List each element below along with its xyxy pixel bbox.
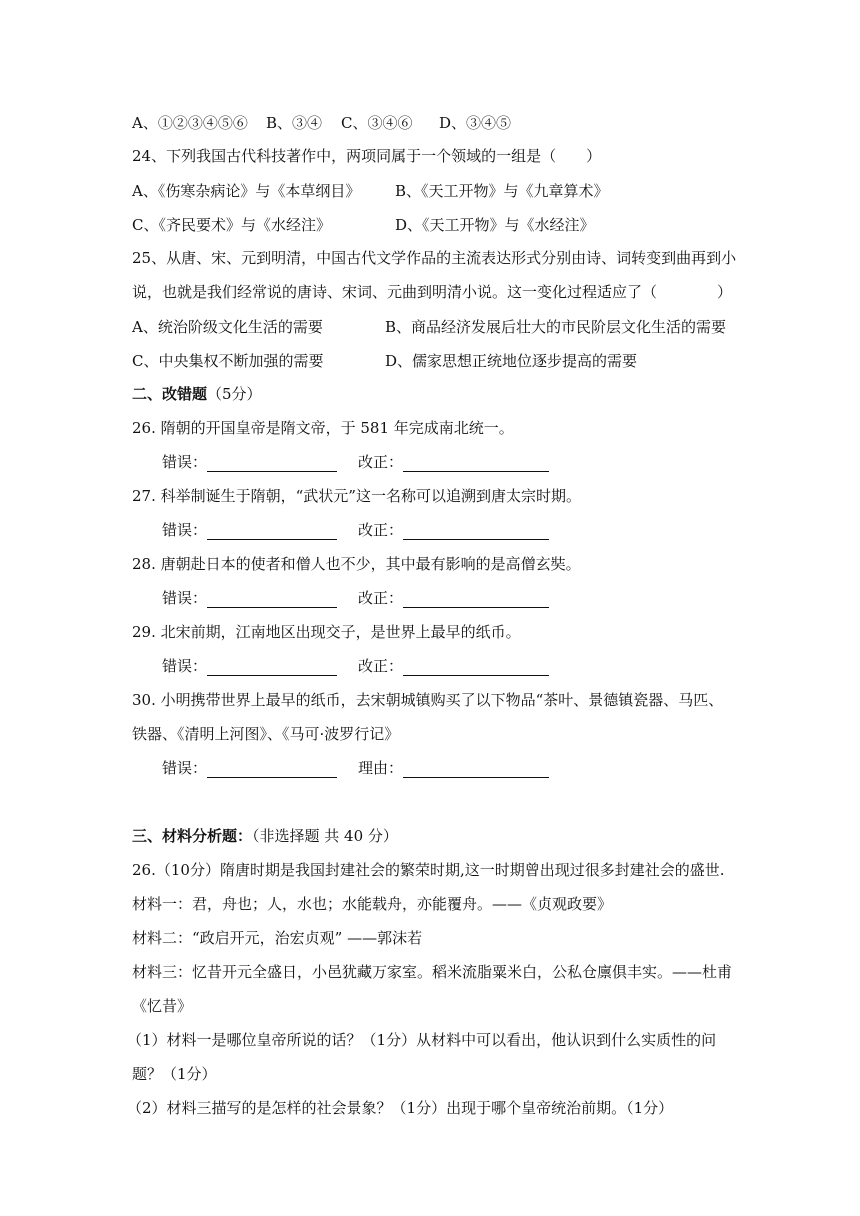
error-blank[interactable] [207,761,337,778]
q25-option-c: C、中央集权不断加强的需要 [132,352,324,370]
correction-28-fix-row [358,588,549,608]
section3-title: 三、材料分析题： [132,827,253,845]
q25-stem-line2: 说，也就是我们经常说的唐诗、宋词、元曲到明清小说。这一变化过程适应了（ ） [132,283,733,301]
correction-27-fix-row [358,520,549,540]
q23-option-a: A、①②③④⑤⑥ [132,114,248,132]
correction-30-line1: 30. 小明携带世界上最早的纸币，去宋朝城镇购买了以下物品“茶叶、景德镇瓷器、马匹、 [132,691,724,709]
correction-30-error-row [162,758,337,778]
material-3-line1: 材料三：忆昔开元全盛日，小邑犹藏万家室。稻米流脂粟米白，公私仓廪俱丰实。——杜甫 [132,963,733,981]
correction-27-text: 27. 科举制诞生于隋朝，“武状元”这一名称可以追溯到唐太宗时期。 [132,487,581,505]
section2-heading [132,384,262,404]
q24-option-b: B、《天工开物》与《九章算术》 [395,182,609,200]
q25-option-a: A、统治阶级文化生活的需要 [132,318,323,336]
analysis-intro: 26.（10分）隋唐时期是我国封建社会的繁荣时期,这一时期曾出现过很多封建社会的盛世. [132,861,725,879]
question-1-line1: （1）材料一是哪位皇帝所说的话？（1分）从材料中可以看出，他认识到什么实质性的问 [127,1031,717,1049]
error-blank[interactable] [207,523,337,540]
fix-label: 改正： [358,521,404,539]
error-label: 错误： [162,453,208,471]
q23-option-c: C、③④⑥ [341,114,413,132]
material-2: 材料二：“政启开元，治宏贞观” ——郭沫若 [132,929,423,947]
fix-label: 改正： [358,453,404,471]
q24-option-d: D、《天工开物》与《水经注》 [395,216,595,234]
correction-29-fix-row [358,656,549,676]
error-label: 错误： [162,759,208,777]
q24-option-a: A、《伤寒杂病论》与《本草纲目》 [132,182,361,200]
reason-blank[interactable] [403,761,549,778]
error-blank[interactable] [207,659,337,676]
material-3-line2: 《忆昔》 [132,997,193,1015]
fix-blank[interactable] [403,591,549,608]
error-label: 错误： [162,521,208,539]
correction-26-fix-row [358,452,549,472]
fix-blank[interactable] [403,659,549,676]
q25-option-d: D、儒家思想正统地位逐步提高的需要 [385,352,638,370]
q25-stem-line1: 25、从唐、宋、元到明清，中国古代文学作品的主流表达形式分别由诗、词转变到曲再到小 [132,249,737,267]
question-2: （2）材料三描写的是怎样的社会景象？（1分）出现于哪个皇帝统治前期。（1分） [127,1099,674,1117]
correction-30-line2: 铁器、《清明上河图》、《马可·波罗行记》 [132,725,400,743]
q25-option-b: B、商品经济发展后壮大的市民阶层文化生活的需要 [385,318,727,336]
correction-26-error-row [162,452,337,472]
fix-blank[interactable] [403,523,549,540]
correction-29-error-row [162,656,337,676]
reason-label: 理由： [358,759,404,777]
fix-blank[interactable] [403,455,549,472]
fix-label: 改正： [358,589,404,607]
correction-29-text: 29. 北宋前期，江南地区出现交子，是世界上最早的纸币。 [132,623,521,641]
fix-label: 改正： [358,657,404,675]
correction-28-text: 28. 唐朝赴日本的使者和僧人也不少，其中最有影响的是高僧玄奘。 [132,555,581,573]
correction-30-reason-row [358,758,549,778]
q23-option-d: D、③④⑤ [439,114,512,132]
material-1: 材料一：君，舟也；人，水也；水能载舟，亦能覆舟。——《贞观政要》 [132,895,613,913]
q24-option-c: C、《齐民要术》与《水经注》 [132,216,331,234]
correction-28-error-row [162,588,337,608]
error-label: 错误： [162,657,208,675]
q24-stem: 24、下列我国古代科技著作中，两项同属于一个领域的一组是（ ） [132,147,602,165]
correction-27-error-row [162,520,337,540]
error-label: 错误： [162,589,208,607]
error-blank[interactable] [207,591,337,608]
correction-26-text: 26. 隋朝的开国皇帝是隋文帝，于 581 年完成南北统一。 [132,419,514,437]
error-blank[interactable] [207,455,337,472]
q23-option-b: B、③④ [266,114,323,132]
section3-note: （非选择题 共 40 分） [252,827,398,845]
section3-heading [132,826,398,846]
question-1-line2: 题？（1分） [132,1065,217,1083]
section2-score: （5分） [207,385,262,403]
section2-title: 二、改错题 [132,385,208,403]
